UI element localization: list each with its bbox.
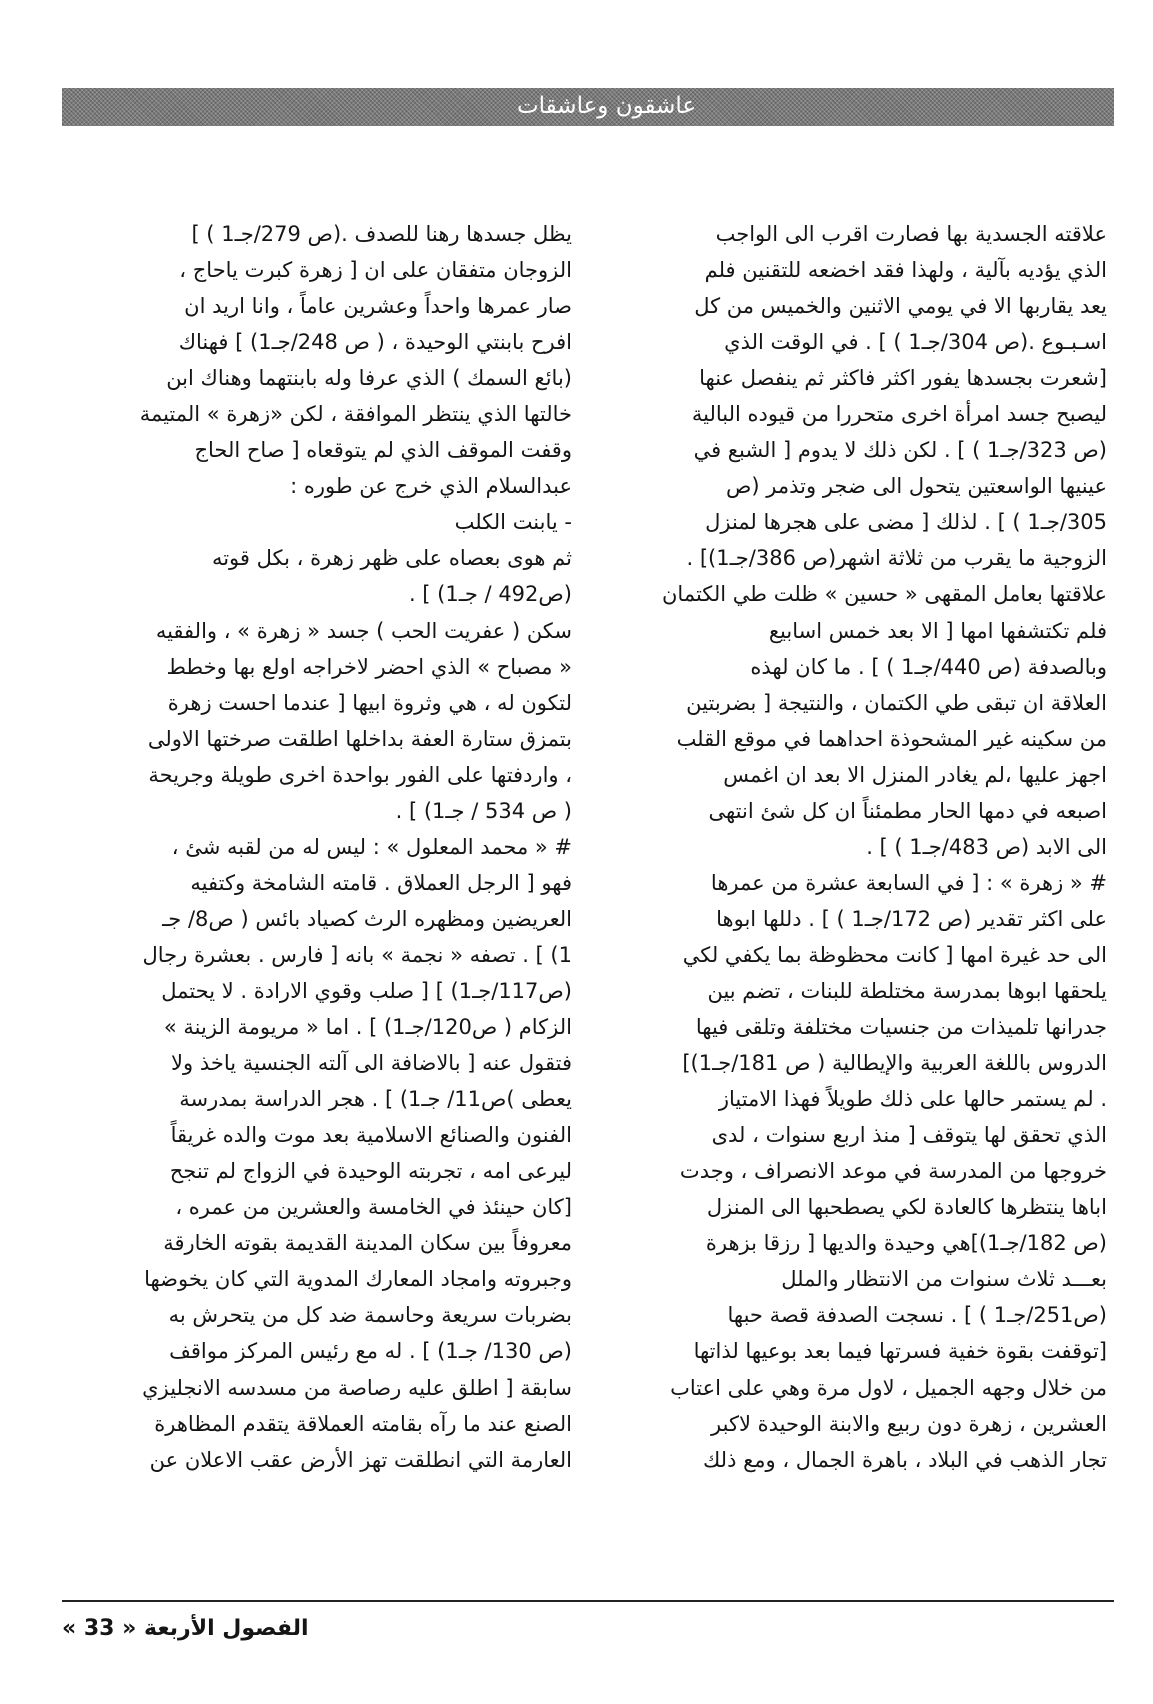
text-line: (ص251/جـ1 ) ] . نسجت الصدفة قصة حبها: [727, 1303, 1107, 1328]
text-line: (ص 323/جـ1 ) ] . لكن ذلك لا يدوم [ الشبع في: [693, 438, 1107, 463]
left-column-text: [62, 216, 572, 1478]
text-line: اباها ينتظرها كالعادة لكي يصطحبها الى المنزل: [706, 1195, 1107, 1220]
left-column: [62, 216, 572, 1576]
text-line: اسـبـوع .(ص 304/جـ1 ) ] . في الوقت الذي: [724, 330, 1107, 355]
text-line: وجبروته وامجاد المعارك المدوية التي كان يخوضها: [144, 1267, 572, 1292]
text-line: سكن ( عفريت الحب ) جسد « زهرة » ، والفقيه: [155, 618, 572, 643]
text-line: تجار الذهب في البلاد ، باهرة الجمال ، ومع ذلك: [702, 1447, 1107, 1472]
text-line: وقفت الموقف الذي لم يتوقعاه [ صاح الحاج: [194, 438, 572, 463]
text-line: # « محمد المعلول » : ليس له من لقبه شئ ،: [171, 834, 572, 859]
text-line: الذي يؤديه بآلية ، ولهذا فقد اخضعه للتقنين فلم: [704, 258, 1107, 283]
text-line: ، واردفتها على الفور بواحدة اخرى طويلة وجريحة: [148, 762, 572, 787]
text-line: # « زهرة » : [ في السابعة عشرة من عمرها: [710, 870, 1107, 895]
text-line: علاقتها بعامل المقهى « حسين » ظلت طي الكتمان: [662, 582, 1107, 607]
text-line: عبدالسلام الذي خرج عن طوره :: [290, 474, 572, 499]
text-line: من سكينه غير المشحوذة احداهما في موقع القلب: [676, 726, 1107, 751]
text-line: 1) ] . تصفه « نجمة » بانه [ فارس . بعشرة رجال: [142, 942, 572, 967]
text-line: بضربات سريعة وحاسمة ضد كل من يتحرش به: [168, 1303, 572, 1328]
footer-page-label: الفصول الأربعة « 33 »: [62, 1616, 309, 1641]
text-line: ليصبح جسد امرأة اخرى متحررا من قيوده البالية: [691, 402, 1107, 427]
text-line: (ص117/جـ1) ] [ صلب وقوي الارادة . لا يحتمل: [161, 978, 572, 1003]
text-line: الزوجان متفقان على ان [ زهرة كبرت ياحاج ،: [179, 258, 572, 283]
text-line: اصبعه في دمها الحار مطمئناً ان كل شئ انتهى: [708, 798, 1107, 823]
text-line: (ص 182/جـ1)]هي وحيدة والديها [ رزقا بزهرة: [705, 1231, 1107, 1256]
text-line: العارمة التي انطلقت تهز الأرض عقب الاعلان عن: [149, 1447, 572, 1472]
text-line: العريضين ومظهره الرث كصياد بائس ( ص8/ جـ: [162, 906, 572, 931]
text-line: العلاقة ان تبقى طي الكتمان ، والنتيجة [ بضربتين: [686, 690, 1107, 715]
text-line: - يابنت الكلب: [454, 510, 572, 535]
section-title: عاشقون وعاشقات: [517, 93, 697, 119]
text-line: الصنع عند ما رآه بقامته العملاقة يتقدم المظاهرة: [154, 1411, 572, 1436]
text-line: الذي تحقق لها يتوقف [ منذ اربع سنوات ، لدى: [711, 1123, 1107, 1148]
text-line: علاقته الجسدية بها فصارت اقرب الى الواجب: [715, 222, 1107, 246]
right-column: [597, 216, 1107, 1576]
text-line: وبالصدفة (ص 440/جـ1 ) ] . ما كان لهذه: [750, 654, 1107, 679]
text-line: يظل جسدها رهنا للصدف .(ص 279/جـ1 ) ]: [191, 222, 572, 246]
text-line: الى الابد (ص 483/جـ1 ) ] .: [866, 834, 1107, 859]
header-band: [62, 88, 1114, 126]
text-line: لتكون له ، هي وثروة ابيها [ عندما احست زهرة: [167, 690, 572, 715]
footer-divider: [62, 1600, 1114, 1602]
text-line: 305/جـ1 ) ] . لذلك [ مضى على هجرها لمنزل: [705, 510, 1107, 535]
text-line: على اكثر تقدير (ص 172/جـ1 ) ] . دللها ابوها: [716, 906, 1107, 931]
text-line: عينيها الواسعتين يتحول الى ضجر وتذمر (ص: [726, 474, 1107, 499]
text-line: [توقفت بقوة خفية فسرتها فيما بعد بوعيها لذاتها: [693, 1339, 1107, 1364]
text-line: معروفاً بين سكان المدينة القديمة بقوته الخارقة: [163, 1231, 572, 1256]
text-line: جدرانها تلميذات من جنسيات مختلفة وتلقى فيها: [695, 1015, 1107, 1040]
text-line: صار عمرها واحداً وعشرين عاماً ، وانا اريد ان: [184, 294, 572, 319]
text-line: الى حد غيرة امها [ كانت محظوظة بما يكفي لكي: [682, 942, 1107, 967]
text-line: بتمزق ستارة العفة بداخلها اطلقت صرختها الاولى: [147, 726, 572, 751]
text-line: (ص492 / جـ1) ] .: [408, 582, 572, 607]
text-line: [كان حينئذ في الخامسة والعشرين من عمره ،: [175, 1195, 572, 1220]
text-line: افرح بابنتي الوحيدة ، ( ص 248/جـ1) ] فهناك: [178, 330, 572, 355]
text-line: الزوجية ما يقرب من ثلاثة اشهر(ص 386/جـ1)] .: [686, 546, 1107, 571]
text-line: من خلال وجهه الجميل ، لاول مرة وهي على اعتاب: [670, 1375, 1107, 1400]
text-line: ( ص 534 / جـ1) ] .: [395, 798, 572, 823]
text-line: بعـــد ثلاث سنوات من الانتظار والملل: [781, 1267, 1107, 1292]
text-line: اجهز عليها ،لم يغادر المنزل الا بعد ان اغمس: [723, 762, 1107, 787]
text-line: يعد يقاربها الا في يومي الاثنين والخميس من كل: [694, 294, 1107, 319]
text-line: خالتها الذي ينتظر الموافقة ، لكن «زهرة » المتيمة: [139, 402, 572, 427]
text-line: فهو [ الرجل العملاق . قامته الشامخة وكتفيه: [190, 870, 572, 895]
text-line: الدروس باللغة العربية والإيطالية ( ص 181/جـ1)]: [682, 1051, 1107, 1076]
text-line: ثم هوى بعصاه على ظهر زهرة ، بكل قوته: [211, 546, 572, 571]
text-line: سابقة [ اطلق عليه رصاصة من مسدسه الانجليزي: [142, 1375, 572, 1400]
text-line: فلم تكتشفها امها [ الا بعد خمس اسابيع: [768, 618, 1107, 643]
text-line: الفنون والصنائع الاسلامية بعد موت والده غريقاً: [170, 1123, 572, 1148]
text-line: العشرين ، زهرة دون ربيع والابنة الوحيدة لاكبر: [711, 1411, 1107, 1436]
text-line: الزكام ( ص120/جـ1) ] . اما « مريومة الزينة »: [163, 1015, 572, 1040]
text-line: . لم يستمر حالها على ذلك طويلاً فهذا الامتياز: [718, 1087, 1107, 1112]
text-line: خروجها من المدرسة في موعد الانصراف ، وجدت: [679, 1159, 1107, 1184]
text-line: يعطى )ص11/ جـ1) ] . هجر الدراسة بمدرسة: [179, 1087, 572, 1112]
text-line: ليرعى امه ، تجربته الوحيدة في الزواج لم تنجح: [169, 1159, 572, 1184]
text-line: (بائع السمك ) الذي عرفا وله بابنتهما وهناك ابن: [166, 366, 572, 391]
text-line: فتقول عنه [ بالاضافة الى آلته الجنسية ياخذ ولا: [171, 1051, 572, 1076]
text-line: يلحقها ابوها بمدرسة مختلطة للبنات ، تضم بين: [707, 978, 1107, 1003]
text-line: [شعرت بجسدها يفور اكثر فاكثر ثم ينفصل عنها: [699, 366, 1107, 391]
right-column-text: [597, 216, 1107, 1478]
text-line: (ص 130/ جـ1) ] . له مع رئيس المركز مواقف: [169, 1339, 572, 1364]
text-line: « مصباح » الذي احضر لاخراجه اولع بها وخطط: [166, 654, 572, 679]
